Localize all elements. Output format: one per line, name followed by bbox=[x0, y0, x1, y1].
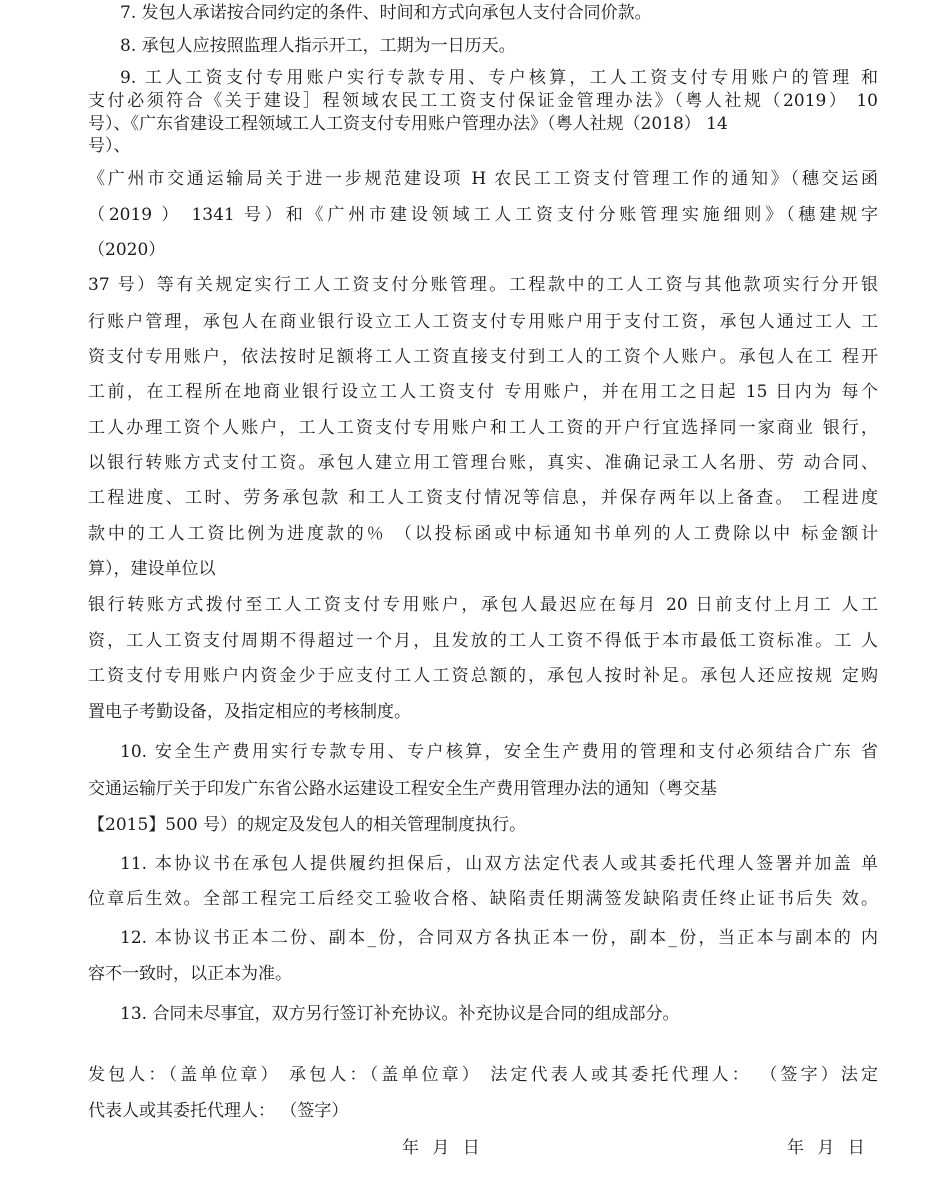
text-line: 11. 本协议书在承包人提供履约担保后，山双方法定代表人或其委托代理人签署并加盖 单 bbox=[120, 854, 878, 874]
text-line: 算），建设单位以 bbox=[88, 559, 216, 579]
text-line: 款中的工人工资比例为进度款的％ （以投标函或中标通知书单列的人工费除以中 标金额计 bbox=[88, 524, 878, 544]
text-line: 工前，在工程所在地商业银行设立工人工资支付 专用账户，并在用工之日起 15 日内为 每个 bbox=[88, 382, 878, 402]
text-line: 行账户管理，承包人在商业银行设立工人工资支付专用账户用于支付工资，承包人通过工人 工 bbox=[88, 312, 878, 332]
text-line: （2020） bbox=[88, 240, 166, 260]
text-line: 交通运输厅关于印发广东省公路水运建设工程安全生产费用管理办法的通知（粤交基 bbox=[88, 779, 717, 799]
text-line: 资支付专用账户，依法按时足额将工人工资直接支付到工人的工资个人账户。承包人在工 程开 bbox=[88, 347, 878, 367]
text-line: 10. 安全生产费用实行专款专用、专户核算，安全生产费用的管理和支付必须结合广东 省 bbox=[120, 742, 878, 762]
text-line: （2019 ） 1341 号）和《广州市建设领域工人工资支付分账管理实施细则》（穗建规字 bbox=[88, 205, 878, 225]
contractor-sign-date: 年 月 日 bbox=[787, 1138, 869, 1158]
text-line: 号）、《广东省建设工程领域工人工资支付专用账户管理办法》（粤人社规（2018） 14 bbox=[88, 114, 728, 134]
text-line: 工人办理工资个人账户，工人工资支付专用账户和工人工资的开户行宜选择同一家商业 银行， bbox=[88, 418, 878, 438]
text-line: 代表人或其委托代理人： （签字） bbox=[88, 1101, 349, 1121]
text-line: 容不一致时，以正本为准。 bbox=[88, 964, 292, 984]
text-line: 号）、 bbox=[88, 136, 131, 156]
text-line: 银行转账方式拨付至工人工资支付专用账户，承包人最迟应在每月 20 日前支付上月工 人工 bbox=[88, 595, 878, 615]
text-line: 12. 本协议书正本二份、副本_份，合同双方各执正本一份，副本_份，当正本与副本的 内 bbox=[120, 928, 878, 948]
text-line: 9. 工人工资支付专用账户实行专款专用、专户核算，工人工资支付专用账户的管理 和 bbox=[120, 68, 878, 88]
text-line: 《广州市交通运输局关于进一步规范建设项 H 农民工工资支付管理工作的通知》（穗交运函 bbox=[88, 169, 878, 189]
text-line: 置电子考勤设备，及指定相应的考核制度。 bbox=[88, 702, 411, 722]
text-line: 资，工人工资支付周期不得超过一个月，且发放的工人工资不得低于本市最低工资标准。工 人 bbox=[88, 631, 878, 651]
text-line: 支付必须符合《关于建设］程领域农民工工资支付保证金管理办法》（粤人社规（2019） 10 bbox=[88, 91, 878, 111]
text-line: 发包人：（盖单位章） 承包人：（盖单位章） 法定代表人或其委托代理人： （签字）法定 bbox=[88, 1065, 878, 1085]
text-line: 8. 承包人应按照监理人指示开工，工期为一日历天。 bbox=[120, 36, 516, 56]
text-line: 以银行转账方式支付工资。承包人建立用工管理台账，真实、准确记录工人名册、劳 动合同、 bbox=[88, 453, 878, 473]
text-line: 7. 发包人承诺按合同约定的条件、时间和方式向承包人支付合同价款。 bbox=[120, 3, 652, 23]
text-line: 工程进度、工时、劳务承包款 和工人工资支付情况等信息，并保存两年以上备查。 工程进度 bbox=[88, 488, 878, 508]
text-line: 工资支付专用账户内资金少于应支付工人工资总额的，承包人按时补足。承包人还应按规 定购 bbox=[88, 666, 878, 686]
employer-sign-date: 年 月 日 bbox=[402, 1138, 484, 1158]
text-line: 位章后生效。全部工程完工后经交工验收合格、缺陷责任期满签发缺陷责任终止证书后失 效。 bbox=[88, 889, 878, 909]
text-line: 13. 合同未尽事宜，双方另行签订补充协议。补充协议是合同的组成部分。 bbox=[120, 1004, 680, 1024]
text-line: 【2015】500 号）的规定及发包人的相关管理制度执行。 bbox=[88, 815, 527, 835]
text-line: 37 号）等有关规定实行工人工资支付分账管理。工程款中的工人工资与其他款项实行分开银 bbox=[88, 275, 878, 295]
